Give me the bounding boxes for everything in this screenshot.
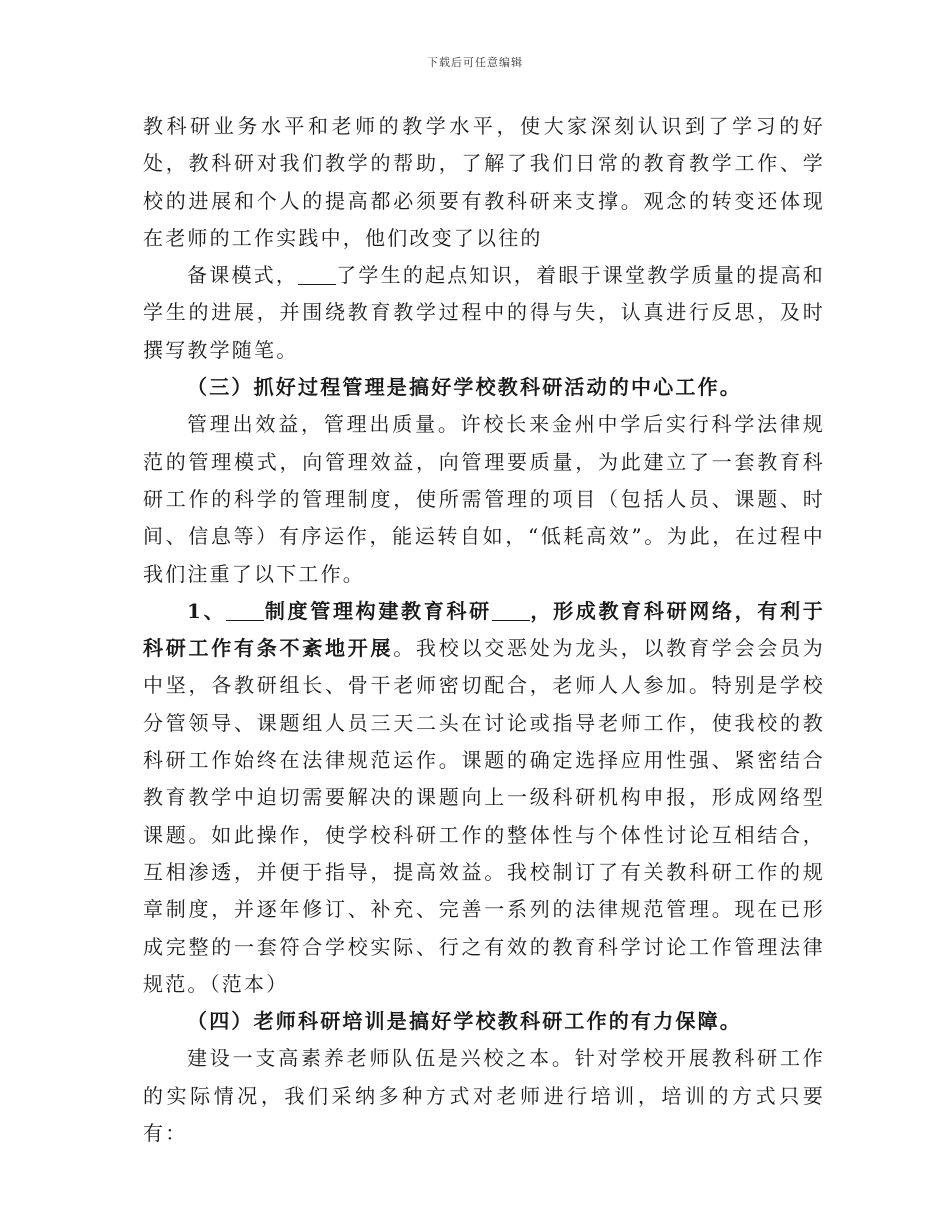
paragraph-2-start: 备课模式，	[187, 263, 299, 288]
paragraph-1: 教科研业务水平和老师的教学水平，使大家深刻认识到了学习的好处，教科研对我们教学的帮助，了解了我们日常的教育教学工作、学校的进展和个人的提高都必须要有教科研来支撑。观念的转变还体现在老师的工作实践中，他们改变了以往的	[143, 114, 825, 250]
fill-blank	[226, 600, 264, 621]
item-heading-part-1: 制度管理构建教育科研	[264, 598, 492, 623]
paragraph-5: 建设一支高素养老师队伍是兴校之本。针对学校开展教科研工作的实际情况，我们采纳多种方式对老师进行培训，培训的方式只要有：	[143, 1046, 825, 1146]
page-header: 下载后可任意编辑	[427, 56, 523, 69]
section-heading-3: （三）抓好过程管理是搞好学校教科研活动的中心工作。	[187, 375, 742, 400]
fill-blank	[492, 600, 530, 621]
paragraph-2	[143, 257, 825, 369]
item-heading-part-2: ，形成教育科研网络，有利于科研工作有条不紊地开展	[143, 598, 825, 661]
paragraph-4-body: 。我校以交恶处为龙头，以教育学会会员为中坚，各教研组长、骨干老师密切配合，老师人人参加。特别是学校分管领导、课题组人员三天二头在讨论或指导老师工作，使我校的教科研工作始终在法律规范运作。课题的确定选择应用性强、紧密结合教育教学中迫切需要解决的课题向上一级科研机构申报，形成网络型课题。如此操作，使学校科研工作的整体性与个体性讨论互相结合，互相渗透，并便于指导，提高效益。我校制订了有关教科研工作的规章制度，并逐年修订、补充、完善一系列的法律规范管理。现在已形成完整的一套符合学校实际、行之有效的教育科学讨论工作管理法律规范。（范本）	[143, 636, 825, 996]
section-heading-4: （四）老师科研培训是搞好学校教科研工作的有力保障。	[187, 1009, 742, 1034]
paragraph-4	[143, 593, 825, 1003]
item-number: 1、	[187, 598, 227, 623]
fill-blank	[298, 264, 336, 285]
paragraph-2-end: 了学生的起点知识，着眼于课堂教学质量的提高和学生的进展，并围绕教育教学过程中的得与失，认真进行反思，及时撰写教学随笔。	[143, 263, 826, 362]
paragraph-3: 管理出效益，管理出质量。许校长来金州中学后实行科学法律规范的管理模式，向管理效益，向管理要质量，为此建立了一套教育科研工作的科学的管理制度，使所需管理的项目（包括人员、课题、时间、信息等）有序运作，能运转自如，“低耗高效”。为此，在过程中我们注重了以下工作。	[143, 412, 825, 586]
document-body	[143, 108, 825, 1152]
